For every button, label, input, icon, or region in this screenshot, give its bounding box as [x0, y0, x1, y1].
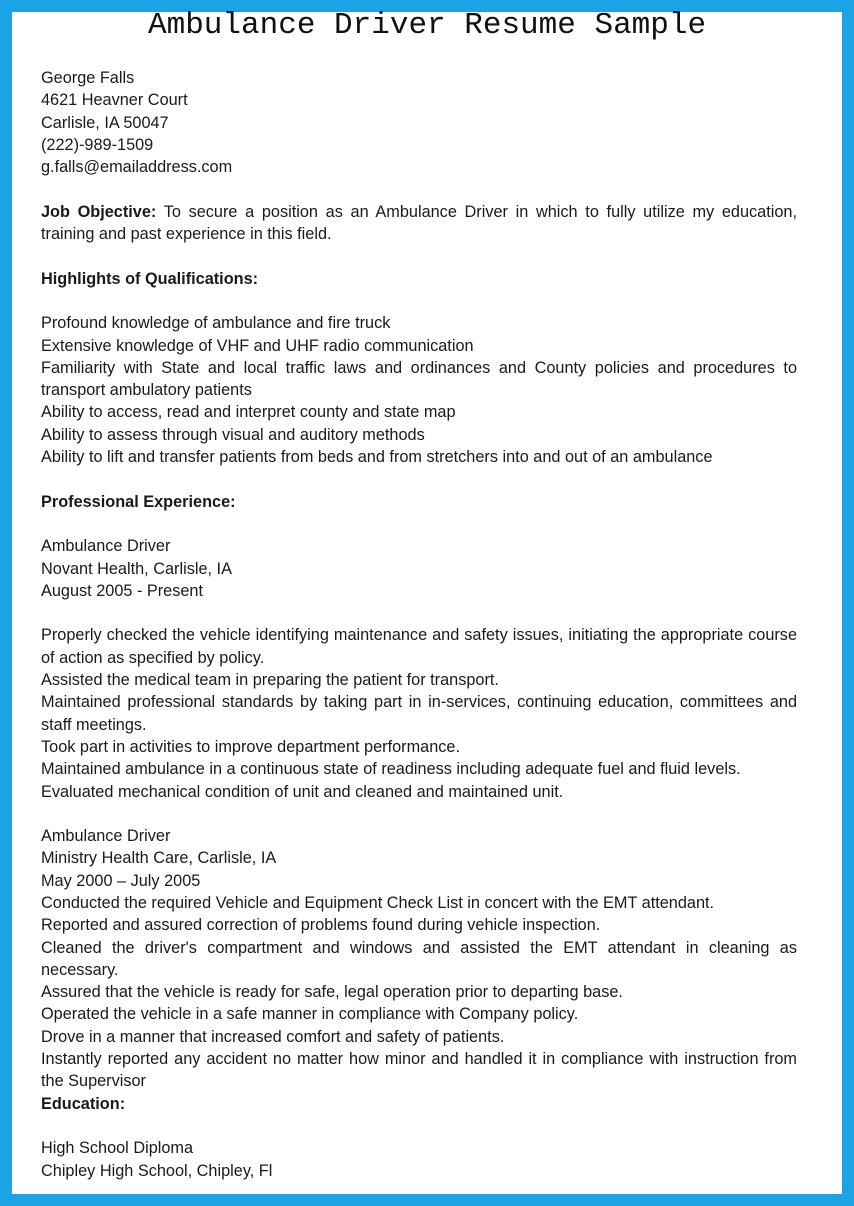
contact-street: 4621 Heavner Court: [41, 91, 188, 110]
highlights-heading: Highlights of Qualifications:: [41, 269, 259, 288]
job-objective-label: Job Objective:: [41, 202, 157, 221]
job-duty: Assisted the medical team in preparing the patient for transport.: [41, 671, 499, 690]
job-entry: [41, 825, 797, 1093]
job-dates: August 2005 - Present: [41, 581, 204, 600]
resume-title: Ambulance Driver Resume Sample: [148, 8, 707, 43]
highlight-item: Ability to lift and transfer patients from beds and from stretchers into and out of an ambulance: [41, 448, 713, 467]
education-degree: High School Diploma: [41, 1139, 194, 1158]
job-duty: Conducted the required Vehicle and Equipment Check List in concert with the EMT attendant.: [41, 893, 715, 912]
job-dates: May 2000 – July 2005: [41, 871, 201, 890]
job-duty: Assured that the vehicle is ready for safe, legal operation prior to departing base.: [41, 983, 623, 1002]
job-objective: [41, 201, 797, 246]
job-title: Ambulance Driver: [41, 827, 171, 846]
job-objective-text: To secure a position as an Ambulance Driver in which to fully utilize my education, training and past experience in this field.: [41, 202, 797, 244]
education-heading: Education:: [41, 1094, 126, 1113]
job-duty: Drove in a manner that increased comfort and safety of patients.: [41, 1027, 505, 1046]
job-duty: Properly checked the vehicle identifying maintenance and safety issues, initiating the appropriate course of action as specified by policy.: [41, 626, 797, 667]
job-company: Ministry Health Care, Carlisle, IA: [41, 849, 277, 868]
highlights-list: [41, 312, 797, 468]
resume-content: [41, 67, 797, 1182]
highlight-item: Ability to assess through visual and auditory methods: [41, 425, 425, 444]
contact-email: g.falls@emailaddress.com: [41, 158, 233, 177]
job-entry: [41, 535, 797, 803]
contact-phone: (222)-989-1509: [41, 135, 154, 154]
job-duty: Evaluated mechanical condition of unit and cleaned and maintained unit.: [41, 782, 564, 801]
job-duty: Maintained ambulance in a continuous state of readiness including adequate fuel and fluid levels.: [41, 760, 741, 779]
education-entry: [41, 1137, 797, 1182]
experience-heading: Professional Experience:: [41, 492, 236, 511]
job-duty: Took part in activities to improve department performance.: [41, 737, 460, 756]
job-duty: Reported and assured correction of problems found during vehicle inspection.: [41, 916, 601, 935]
contact-city: Carlisle, IA 50047: [41, 113, 169, 132]
contact-name: George Falls: [41, 69, 135, 87]
job-duty: Maintained professional standards by taking part in in-services, continuing education, committees and staff meetings.: [41, 693, 797, 734]
job-duty: Cleaned the driver's compartment and windows and assisted the EMT attendant in cleaning as necessary.: [41, 938, 797, 979]
highlight-item: Profound knowledge of ambulance and fire truck: [41, 314, 391, 333]
job-title: Ambulance Driver: [41, 537, 171, 556]
education-school: Chipley High School, Chipley, Fl: [41, 1161, 273, 1180]
highlight-item: Familiarity with State and local traffic laws and ordinances and County policies and procedures to transport ambulatory patients: [41, 358, 797, 400]
job-company: Novant Health, Carlisle, IA: [41, 559, 232, 578]
highlight-item: Ability to access, read and interpret county and state map: [41, 403, 456, 422]
job-duty: Operated the vehicle in a safe manner in compliance with Company policy.: [41, 1005, 579, 1024]
highlight-item: Extensive knowledge of VHF and UHF radio communication: [41, 336, 474, 355]
job-duty: Instantly reported any accident no matter how minor and handled it in compliance with instruction from the Supervisor: [41, 1050, 797, 1091]
contact-block: [41, 67, 797, 178]
